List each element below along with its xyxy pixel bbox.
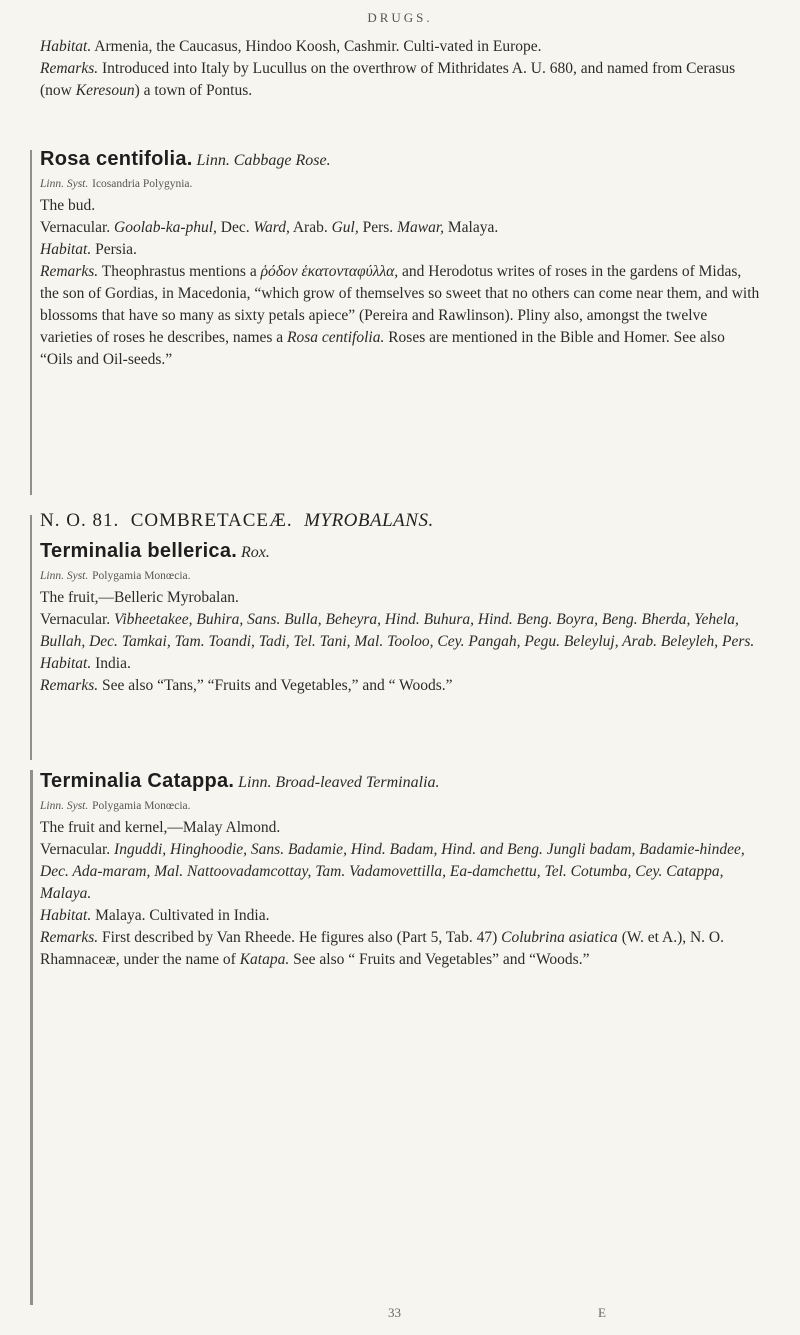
part-used: The fruit and kernel,—Malay Almond. — [40, 819, 281, 836]
remarks-place: Keresoun — [75, 82, 135, 99]
habitat-text: Armenia, the Caucasus, Hindoo Koosh, Cashmir. Culti-vated in Europe. — [94, 38, 542, 55]
habitat-label: Habitat. — [40, 655, 92, 672]
remarks-text: Introduced into Italy by Lucullus on the overthrow of Mithridates A. U. 680, and named from Cerasus (now — [40, 60, 736, 99]
species-name: Rosa centifolia. — [40, 148, 193, 170]
margin-rule — [30, 770, 33, 1305]
vernacular-name: Gul, — [331, 219, 359, 236]
remarks-text: (W. et A.), N. O. Rhamnaceæ, under the name of — [40, 929, 725, 968]
species-name: Terminalia Catappa. — [40, 770, 235, 792]
remarks-label: Remarks. — [40, 677, 99, 694]
common-name: Cabbage Rose. — [233, 152, 331, 169]
vernacular-label: Vernacular. — [40, 219, 111, 236]
habitat-label: Habitat. — [40, 241, 92, 258]
common-name: Broad-leaved Terminalia. — [275, 774, 440, 791]
margin-rule — [30, 515, 32, 760]
vernacular — [40, 839, 760, 905]
remarks — [40, 261, 760, 371]
syst-value: Icosandria Polygynia. — [92, 178, 193, 190]
syst-value: Polygamia Monœcia. — [92, 570, 191, 582]
remarks-text: See also “ Fruits and Vegetables” and “Woods.” — [289, 951, 590, 968]
page-number: 33 — [388, 1305, 401, 1320]
remarks — [40, 927, 760, 971]
habitat-text: Persia. — [95, 241, 137, 258]
linn-syst — [40, 564, 760, 587]
vernacular-text: Inguddi, Hinghoodie, Sans. Badamie, Hind. Badam, Hind. and Beng. Jungli badam, Badamie-hindee, Dec. Ada-maram, Mal. Nattoovadamcottay, Tam. Vadamovettilla, Ea-damchettu, Tel. Cotumba, Cey. Catappa, Malaya. — [40, 841, 745, 902]
habitat-text: India. — [95, 655, 131, 672]
remarks-place: Katapa. — [239, 951, 290, 968]
vernacular-label: Vernacular. — [40, 841, 111, 858]
signature-mark: E — [598, 1305, 606, 1320]
vernacular-name: Mawar, — [397, 219, 445, 236]
top-remarks — [40, 58, 760, 102]
remarks — [40, 675, 760, 697]
remarks-label: Remarks. — [40, 263, 99, 280]
remarks-text: See also “Tans,” “Fruits and Vegetables,” and “ Woods.” — [102, 677, 453, 694]
remarks-greek: ῥόδον ἑκατονταφύλλα, — [260, 263, 399, 280]
family-name: COMBRETACEÆ. — [130, 510, 293, 531]
running-head: DRUGS. — [367, 10, 433, 25]
remarks-species: Rosa centifolia. — [287, 329, 385, 346]
species-name: Terminalia bellerica. — [40, 540, 238, 562]
remarks-label: Remarks. — [40, 60, 99, 77]
habitat — [40, 239, 760, 261]
vernacular-name: Goolab-ka-phul, — [114, 219, 217, 236]
habitat-label: Habitat. — [40, 907, 92, 924]
vernacular — [40, 217, 760, 239]
syst-label: Linn. Syst. — [40, 178, 89, 190]
vernacular-lang: Pers. — [362, 219, 394, 236]
vernacular-name: Ward, — [253, 219, 290, 236]
authority: Rox. — [241, 544, 270, 561]
vernacular — [40, 609, 760, 653]
remarks-text: Roses are mentioned in the Bible and Homer. See also “Oils and Oil-seeds.” — [40, 329, 725, 368]
vernacular-lang: Arab. — [292, 219, 328, 236]
remarks-text: and Herodotus writes of roses in the gardens of Midas, the son of Gordias, in Macedonia, “which grow of themselves so sweet that no others can come near them, and with blossoms that have so many as sixty petals apiece” (Pereira and Rawlinson). Pliny also, amongst the twelve varieties of roses he describes, names a — [40, 263, 760, 346]
family-group: MYROBALANS. — [304, 510, 434, 531]
habitat-label: Habitat. — [40, 38, 92, 55]
entry-heading — [40, 148, 760, 172]
linn-syst — [40, 172, 760, 195]
entry-rosa-centifolia — [40, 148, 760, 371]
top-habitat — [40, 36, 760, 58]
remarks-text: Theophrastus mentions a — [101, 263, 261, 280]
vernacular-lang: Malaya. — [447, 219, 499, 236]
syst-label: Linn. Syst. — [40, 800, 89, 812]
authority: Linn. — [196, 152, 230, 169]
entry-heading — [40, 540, 760, 564]
part-used: The bud. — [40, 197, 96, 214]
syst-value: Polygamia Monœcia. — [92, 800, 191, 812]
remarks-species: Colubrina asiatica — [501, 929, 618, 946]
vernacular-text: Vibheetakee, Buhira, Sans. Bulla, Beheyra, Hind. Buhura, Hind. Beng. Boyra, Beng. Bherda, Yehela, Bullah, Dec. Tamkai, Tam. Toandi, Tadi, Tel. Tani, Mal. Tooloo, Cey. Pangah, Pegu. Beleyluj, Arab. Beleyleh, Pers. — [40, 611, 755, 650]
entry-terminalia-catappa — [40, 770, 760, 971]
family-heading — [40, 510, 760, 532]
vernacular-lang: Dec. — [220, 219, 250, 236]
habitat — [40, 905, 760, 927]
entry-terminalia-bellerica — [40, 540, 760, 697]
syst-label: Linn. Syst. — [40, 570, 89, 582]
entry-heading — [40, 770, 760, 794]
margin-rule — [30, 150, 32, 495]
vernacular-label: Vernacular. — [40, 611, 111, 628]
top-section — [40, 36, 760, 102]
part-used: The fruit,—Belleric Myrobalan. — [40, 589, 239, 606]
authority: Linn. — [238, 774, 272, 791]
remarks-text: First described by Van Rheede. He figures also (Part 5, Tab. 47) — [102, 929, 502, 946]
family-number: N. O. 81. — [40, 510, 120, 531]
linn-syst — [40, 794, 760, 817]
remarks-label: Remarks. — [40, 929, 99, 946]
remarks-text-end: ) a town of Pontus. — [134, 82, 253, 99]
habitat — [40, 653, 760, 675]
habitat-text: Malaya. Cultivated in India. — [95, 907, 270, 924]
